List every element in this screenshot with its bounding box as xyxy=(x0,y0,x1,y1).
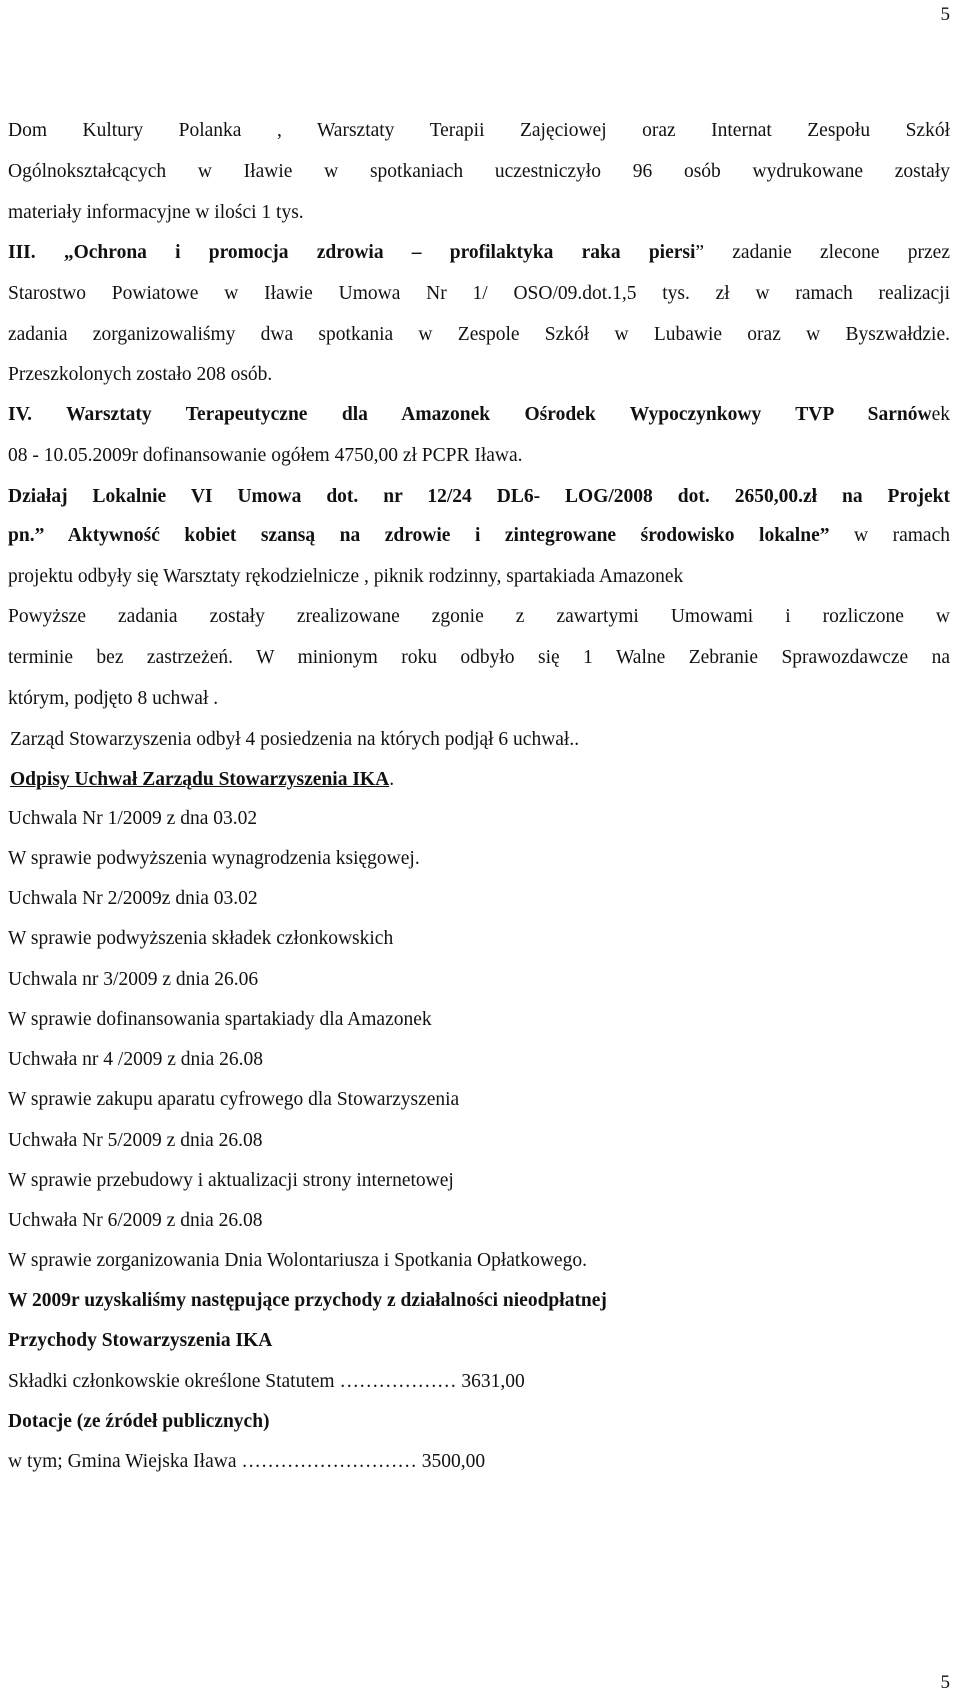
board-meetings: Zarząd Stowarzyszenia odbył 4 posiedzenia na których podjął 6 uchwał.. xyxy=(10,729,580,750)
paragraph-line: Dom Kultury Polanka , Warsztaty Terapii Zajęciowej oraz Internat Zespołu Szkół xyxy=(8,120,950,141)
paragraph-line: materiały informacyjne w ilości 1 tys. xyxy=(8,202,304,223)
resolution-title: Uchwala Nr 1/2009 z dna 03.02 xyxy=(8,808,258,829)
project-title-line: Działaj Lokalnie VI Umowa dot. nr 12/24 DL6- LOG/2008 dot. 2650,00.zł na Projekt xyxy=(8,486,950,507)
resolution-subject: W sprawie zorganizowania Dnia Wolontariusza i Spotkania Opłatkowego. xyxy=(8,1250,587,1271)
page-number-bottom: 5 xyxy=(940,1672,950,1693)
section-iii-title-rest: ” zadanie zlecone przez xyxy=(695,242,950,263)
resolution-subject: W sprawie podwyższenia składek członkowskich xyxy=(8,928,394,949)
paragraph-line: 08 - 10.05.2009r dofinansowanie ogółem 4750,00 zł PCPR Iława. xyxy=(8,445,523,466)
section-iv-heading xyxy=(8,402,950,428)
paragraph-line: Ogólnokształcących w Iławie w spotkaniach uczestniczyło 96 osób wydrukowane zostały xyxy=(8,161,950,182)
project-name-rest: w ramach xyxy=(829,525,950,546)
resolution-title: Uchwała nr 4 /2009 z dnia 26.08 xyxy=(8,1049,264,1070)
resolutions-heading-dot: . xyxy=(389,769,395,790)
income-subheading: Przychody Stowarzyszenia IKA xyxy=(8,1330,273,1351)
paragraph-line: terminie bez zastrzeżeń. W minionym roku odbyło się 1 Walne Zebranie Sprawozdawcze na xyxy=(8,647,950,668)
resolution-title: Uchwała Nr 6/2009 z dnia 26.08 xyxy=(8,1210,263,1231)
paragraph-line: Starostwo Powiatowe w Iławie Umowa Nr 1/ OSO/09.dot.1,5 tys. zł w ramach realizacji xyxy=(8,283,950,304)
membership-fees: Składki członkowskie określone Statutem ……………… 3631,00 xyxy=(8,1371,525,1392)
gmina-grant: w tym; Gmina Wiejska Iława ……………………… 3500,00 xyxy=(8,1451,486,1472)
resolution-subject: W sprawie zakupu aparatu cyfrowego dla Stowarzyszenia xyxy=(8,1089,460,1110)
paragraph-line: Przeszkolonych zostało 208 osób. xyxy=(8,364,273,385)
resolution-subject: W sprawie przebudowy i aktualizacji strony internetowej xyxy=(8,1170,454,1191)
paragraph-line: Powyższe zadania zostały zrealizowane zgonie z zawartymi Umowami i rozliczone w xyxy=(8,606,950,627)
paragraph-line: projektu odbyły się Warsztaty rękodzielnicze , piknik rodzinny, spartakiada Amazonek xyxy=(8,566,684,587)
section-iv-title-tail: ek xyxy=(931,404,950,425)
income-heading: W 2009r uzyskaliśmy następujące przychody z działalności nieodpłatnej xyxy=(8,1290,607,1311)
paragraph-line: zadania zorganizowaliśmy dwa spotkania w Zespole Szkół w Lubawie oraz w Byszwałdzie. xyxy=(8,324,950,345)
page-number-top: 5 xyxy=(940,4,950,25)
project-name: pn.” Aktywność kobiet szansą na zdrowie i zintegrowane środowisko lokalne” xyxy=(8,525,830,546)
section-iii-heading xyxy=(8,240,950,266)
resolution-subject: W sprawie podwyższenia wynagrodzenia księgowej. xyxy=(8,848,420,869)
resolution-title: Uchwała Nr 5/2009 z dnia 26.08 xyxy=(8,1130,263,1151)
project-name-line xyxy=(8,523,950,549)
grants-heading: Dotacje (ze źródeł publicznych) xyxy=(8,1411,270,1432)
resolutions-heading xyxy=(10,767,950,793)
section-iii-title: III. „Ochrona i promocja zdrowia – profilaktyka raka piersi xyxy=(8,242,696,263)
resolution-title: Uchwala nr 3/2009 z dnia 26.06 xyxy=(8,969,259,990)
resolution-title: Uchwala Nr 2/2009z dnia 03.02 xyxy=(8,888,258,909)
resolutions-heading-text: Odpisy Uchwał Zarządu Stowarzyszenia IKA xyxy=(10,769,390,790)
resolution-subject: W sprawie dofinansowania spartakiady dla Amazonek xyxy=(8,1009,432,1030)
paragraph-line: którym, podjęto 8 uchwał . xyxy=(8,688,219,709)
section-iv-title: IV. Warsztaty Terapeutyczne dla Amazonek Ośrodek Wypoczynkowy TVP Sarnów xyxy=(8,404,932,425)
